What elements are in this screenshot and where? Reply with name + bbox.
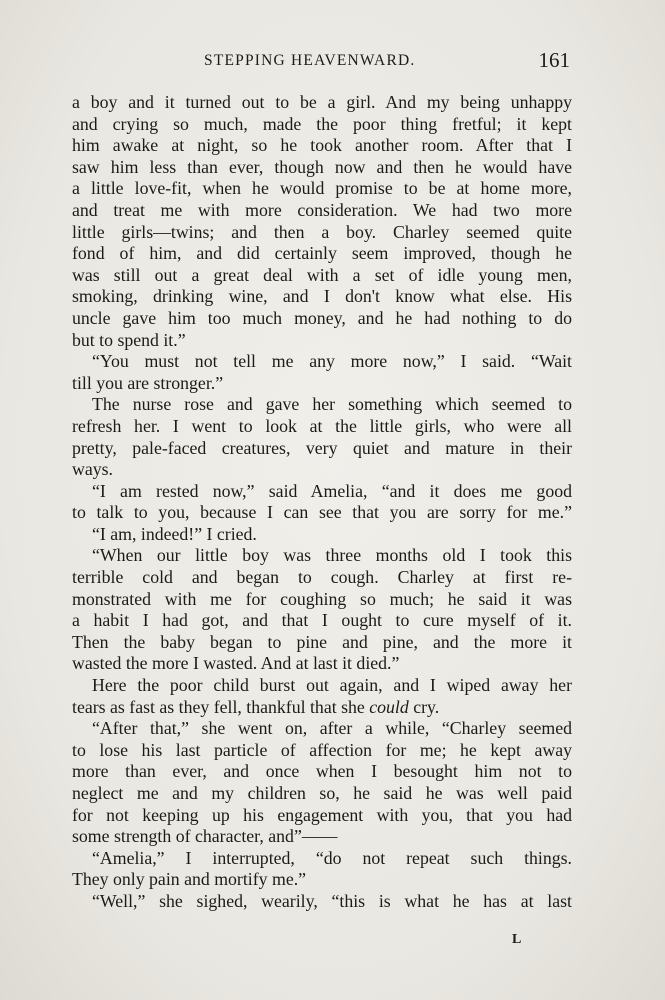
text-line: and treat me with more consideration. We had two more bbox=[72, 199, 572, 220]
text-line: “Well,” she sighed, wearily, “this is what he has at last bbox=[92, 890, 572, 911]
text-line: little girls—twins; and then a boy. Charley seemed quite bbox=[72, 221, 572, 242]
text-line: to talk to you, because I can see that you are sorry for me.” bbox=[72, 502, 572, 523]
text-line: a boy and it turned out to be a girl. And my being unhappy bbox=[72, 92, 572, 112]
text-line: ways. bbox=[72, 459, 113, 480]
text-line: “I am rested now,” said Amelia, “and it does me good bbox=[92, 480, 572, 501]
page-number: 161 bbox=[538, 48, 570, 72]
text-line: for not keeping up his engagement with you, that you had bbox=[72, 804, 572, 825]
text-line: tears as fast as they fell, thankful that she could cry. bbox=[72, 696, 440, 717]
text-line: more than ever, and once when I besought him not to bbox=[72, 761, 572, 782]
text-line: They only pain and mortify me.” bbox=[72, 869, 307, 890]
running-title: STEPPING HEAVENWARD. bbox=[204, 52, 416, 69]
text-line: till you are stronger.” bbox=[72, 372, 224, 393]
text-line: uncle gave him too much money, and he had nothing to do bbox=[72, 307, 572, 328]
text-line: and crying so much, made the poor thing fretful; it kept bbox=[72, 113, 572, 134]
text-line: “I am, indeed!” I cried. bbox=[92, 523, 257, 544]
running-head bbox=[72, 48, 572, 74]
text-line: fond of him, and did certainly seem improved, though he bbox=[72, 243, 572, 264]
text-line: “Amelia,” I interrupted, “do not repeat such things. bbox=[92, 847, 572, 868]
text-line: smoking, drinking wine, and I don't know what else. His bbox=[72, 286, 572, 307]
text-line: pretty, pale-faced creatures, very quiet and mature in their bbox=[72, 437, 572, 458]
text-line: “You must not tell me any more now,” I said. “Wait bbox=[92, 351, 572, 372]
text-line: some strength of character, and”—— bbox=[72, 826, 338, 847]
text-line: refresh her. I went to look at the little girls, who were all bbox=[72, 415, 572, 436]
text-line: to lose his last particle of affection for me; he kept away bbox=[72, 739, 572, 760]
text-line: Here the poor child burst out again, and I wiped away her bbox=[92, 675, 572, 696]
text-line: The nurse rose and gave her something which seemed to bbox=[92, 394, 572, 415]
text-line: a habit I had got, and that I ought to cure myself of it. bbox=[72, 610, 572, 631]
text-line: terrible cold and began to cough. Charley at first re- bbox=[72, 567, 572, 588]
text-line: “When our little boy was three months old I took this bbox=[92, 545, 572, 566]
text-line: but to spend it.” bbox=[72, 329, 186, 350]
text-line: saw him less than ever, though now and then he would have bbox=[72, 156, 572, 177]
text-line: was still out a great deal with a set of idle young men, bbox=[72, 264, 572, 285]
text-line: “After that,” she went on, after a while, “Charley seemed bbox=[92, 718, 572, 739]
text-line: a little love-fit, when he would promise to be at home more, bbox=[72, 178, 572, 199]
signature-mark: L bbox=[512, 932, 523, 947]
text-line: neglect me and my children so, he said he was well paid bbox=[72, 783, 572, 803]
text-line: him awake at night, so he took another room. After that I bbox=[72, 135, 572, 156]
text-line: monstrated with me for coughing so much; he said it was bbox=[72, 588, 572, 609]
text-line: wasted the more I wasted. And at last it died.” bbox=[72, 653, 400, 674]
text-line: Then the baby began to pine and pine, and the more it bbox=[72, 631, 572, 652]
body-text bbox=[72, 92, 572, 913]
